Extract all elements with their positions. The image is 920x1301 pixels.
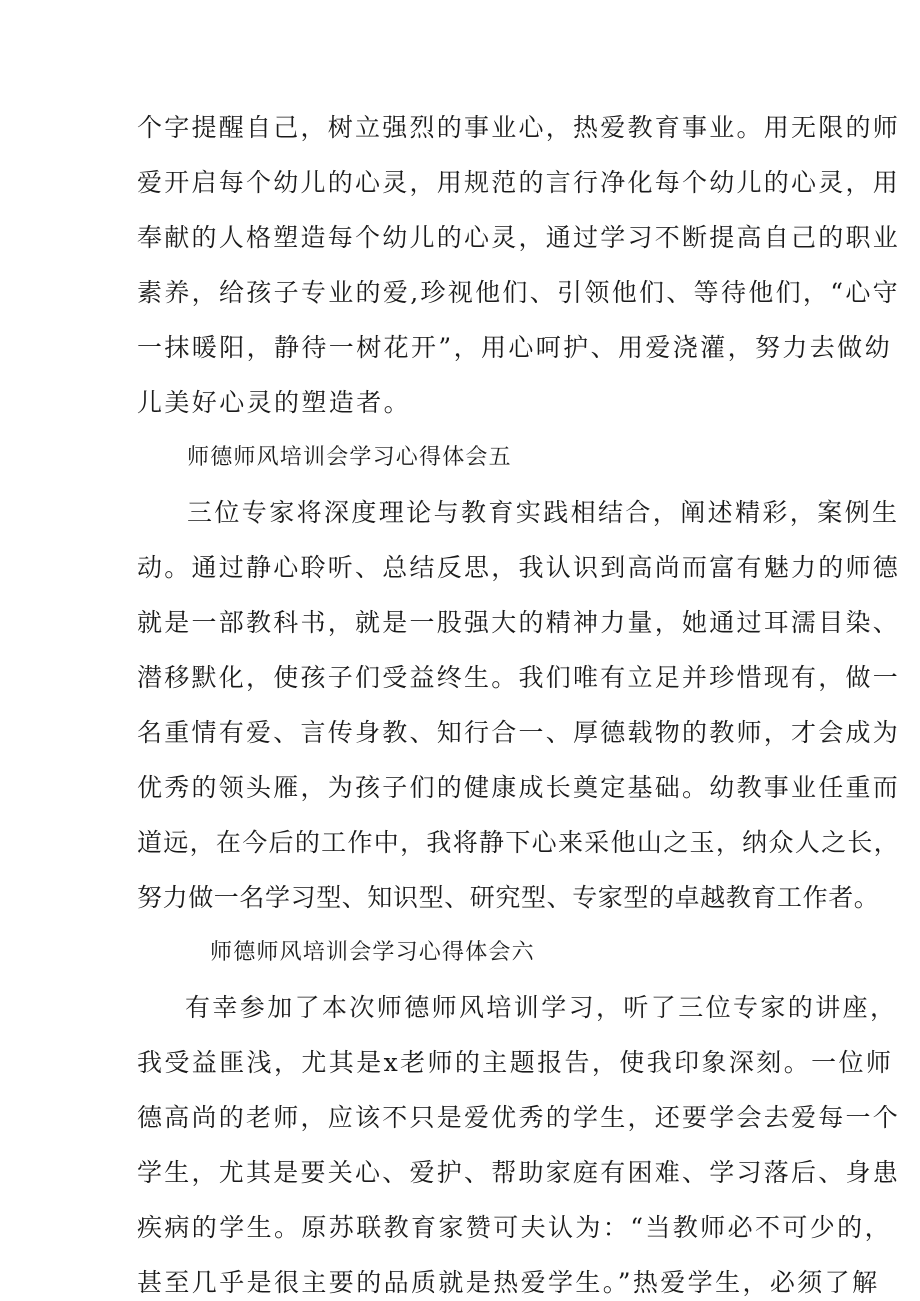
paragraph-line: 学生，尤其是要关心、爱护、帮助家庭有困难、学习落后、身患	[137, 1158, 900, 1187]
paragraph-line: 道远，在今后的工作中，我将静下心来采他山之玉，纳众人之长，	[137, 828, 900, 857]
paragraph-line: 德高尚的老师，应该不只是爱优秀的学生，还要学会去爱每一个	[137, 1103, 900, 1132]
paragraph-line: 我受益匪浅，尤其是x老师的主题报告，使我印象深刻。一位师	[137, 1048, 894, 1077]
paragraph-line: 爱开启每个幼儿的心灵，用规范的言行净化每个幼儿的心灵，用	[137, 168, 900, 197]
paragraph-line: 名重情有爱、言传身教、知行合一、厚德载物的教师，才会成为	[137, 718, 900, 747]
section-heading-six: 师德师风培训会学习心得体会六	[210, 940, 535, 965]
paragraph-line: 努力做一名学习型、知识型、研究型、专家型的卓越教育工作者。	[137, 883, 880, 912]
paragraph-line: 优秀的领头雁，为孩子们的健康成长奠定基础。幼教事业任重而	[137, 773, 900, 802]
paragraph-line: 就是一部教科书，就是一股强大的精神力量，她通过耳濡目染、	[137, 608, 900, 637]
paragraph-line: 个字提醒自己，树立强烈的事业心，热爱教育事业。用无限的师	[137, 113, 900, 142]
paragraph-line: 奉献的人格塑造每个幼儿的心灵，通过学习不断提高自己的职业	[137, 223, 900, 252]
paragraph-line: 儿美好心灵的塑造者。	[137, 388, 412, 417]
paragraph-line: 动。通过静心聆听、总结反思，我认识到高尚而富有魅力的师德	[137, 553, 900, 582]
paragraph-line: 有幸参加了本次师德师风培训学习，听了三位专家的讲座，	[185, 993, 898, 1022]
paragraph-line: 甚至几乎是很主要的品质就是热爱学生。”热爱学生，必须了解	[137, 1268, 880, 1297]
paragraph-line: 三位专家将深度理论与教育实践相结合，阐述精彩，案例生	[187, 498, 900, 527]
paragraph-line: 一抹暖阳，静待一树花开”，用心呵护、用爱浇灌，努力去做幼	[137, 333, 892, 362]
paragraph-line: 素养，给孩子专业的爱,珍视他们、引领他们、等待他们，“心守	[137, 278, 900, 307]
section-heading-five: 师德师风培训会学习心得体会五	[187, 445, 512, 470]
paragraph-line: 疾病的学生。原苏联教育家赞可夫认为：“当教师必不可少的，	[137, 1213, 892, 1242]
paragraph-line: 潜移默化，使孩子们受益终生。我们唯有立足并珍惜现有，做一	[137, 663, 900, 692]
